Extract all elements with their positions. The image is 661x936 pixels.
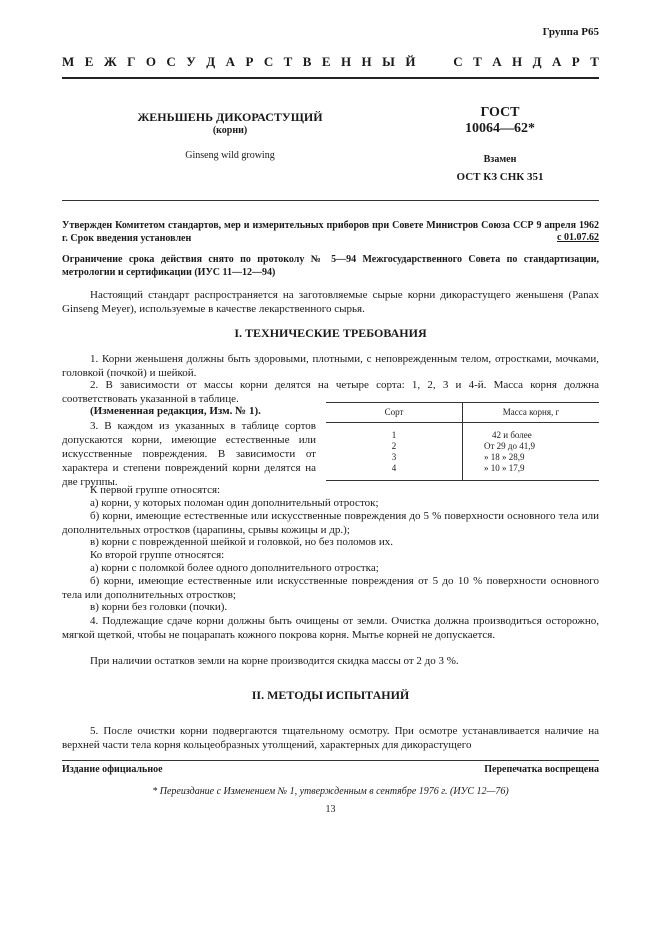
table-sort-column — [326, 430, 462, 474]
official-edition: Издание официальное — [62, 764, 163, 775]
reprint-prohibited: Перепечатка воспрещена — [484, 764, 599, 775]
group-1-title: К первой группе относятся: — [90, 484, 221, 496]
standard-banner — [62, 54, 599, 70]
header-divider — [62, 200, 599, 201]
group-1-item-b: б) корни, имеющие естественные или искусственные повреждения до 5 % поверхности основного тела или дополнительных отростков (царапины, срывы кожицы и др.); — [62, 510, 599, 536]
clause-4-note: При наличии остатков земли на корне производится скидка массы от 2 до 3 %. — [90, 655, 459, 667]
validity-limit-note: Ограничение срока действия снято по протоколу № 5—94 Межгосударственного Совета по стандартизации, метрологии и сертификации (ИУС 11—12—94) — [62, 254, 599, 278]
document-title: ЖЕНЬШЕНЬ ДИКОРАСТУЩИЙ — [137, 110, 323, 124]
table-cell-sort: 3 — [391, 452, 397, 462]
document-title-english: Ginseng wild growing — [185, 150, 275, 161]
top-rule — [62, 77, 599, 79]
table-cell-sort: 4 — [391, 463, 397, 473]
table-cell-mass: » 18 » 28,9 — [484, 452, 525, 462]
approval-text — [62, 219, 599, 245]
group-1-item-c: в) корни с поврежденной шейкой и головкой, но без поломов их. — [90, 536, 394, 548]
gost-code: 10064—62* — [465, 121, 535, 136]
group-2-title: Ко второй группе относятся: — [90, 549, 225, 561]
gost-label: ГОСТ — [480, 105, 520, 120]
table-mass-column — [484, 430, 594, 474]
section-2-heading: II. МЕТОДЫ ИСПЫТАНИЙ — [251, 688, 410, 702]
clause-2: 2. В зависимости от массы корни делятся на четыре сорта: 1, 2, 3 и 4-й. Масса корня должна соответствовать указанной в таблице. — [62, 379, 599, 405]
effective-date: с 01.07.62 — [557, 232, 599, 243]
approval-body: Утвержден Комитетом стандартов, мер и измерительных приборов при Совете Министров Союза ССР 9 апреля 1962 г. Срок введения установлен — [62, 220, 599, 244]
group-code: Группа Р65 — [542, 26, 599, 38]
group-2-item-c: в) корни без головки (почки). — [90, 601, 228, 613]
intro-paragraph: Настоящий стандарт распространяется на заготовляемые сырые корни дикорастущего женьшеня (Panax Ginseng Meyer), используемые в качестве лекарственного сырья. — [62, 289, 599, 315]
table-cell-sort: 2 — [391, 441, 397, 451]
gost-number — [430, 105, 570, 137]
document-subtitle: (корни) — [212, 125, 248, 136]
clause-3: 3. В каждом из указанных в таблице сортов допускаются корни, имеющие естественные или искусственные повреждения. В зависимости от характера и степени повреждений корни делятся на две группы. — [62, 420, 316, 488]
table-cell-mass: » 10 » 17,9 — [484, 463, 525, 473]
amendment-note: (Измененная редакция, Изм. № 1). — [90, 405, 261, 417]
group-2-item-b: б) корни, имеющие естественные или искусственные повреждения от 5 до 10 % поверхности основного тела или дополнительных отростков; — [62, 575, 599, 601]
group-1-item-a: а) корни, у которых поломан один дополнительный отросток; — [90, 497, 379, 509]
banner-text: М Е Ж Г О С У Д А Р С Т В Е Н Н Ы Й С Т А Н Д А Р Т — [62, 54, 599, 69]
table-header-sort: Сорт — [384, 407, 404, 417]
page-number: 13 — [325, 804, 336, 815]
table-cell-sort: 1 — [391, 430, 397, 440]
footer-divider — [62, 760, 599, 761]
replaces-label: Взамен — [483, 154, 517, 165]
table-cell-mass: 42 и более — [492, 430, 532, 440]
reissue-footnote: * Переиздание с Изменением № 1, утвержденным в сентябре 1976 г. (ИУС 12—76) — [152, 786, 509, 797]
table-cell-mass: От 29 до 41,9 — [484, 441, 536, 451]
clause-5: 5. После очистки корни подвергаются тщательному осмотру. При осмотре устанавливается наличие на верхней части тела корня кольцеобразных утолщений, характерных для дикорастущего — [62, 725, 599, 751]
section-1-heading: I. ТЕХНИЧЕСКИЕ ТРЕБОВАНИЯ — [234, 326, 427, 340]
clause-4: 4. Подлежащие сдаче корни должны быть очищены от земли. Очистка должна производиться осторожно, мягкой щеткой, чтобы не поцарапать кожного покрова корня. Мытье корней не допускается. — [62, 615, 599, 641]
table-header-mass: Масса корня, г — [502, 407, 560, 417]
group-2-item-a: а) корни с поломкой более одного дополнительного отростка; — [90, 562, 379, 574]
clause-1: 1. Корни женьшеня должны быть здоровыми, плотными, с неповрежденным телом, отростками, мочками, головкой (почкой) и шейкой. — [62, 353, 599, 379]
replaces-value: ОСТ КЗ СНК 351 — [456, 171, 544, 183]
